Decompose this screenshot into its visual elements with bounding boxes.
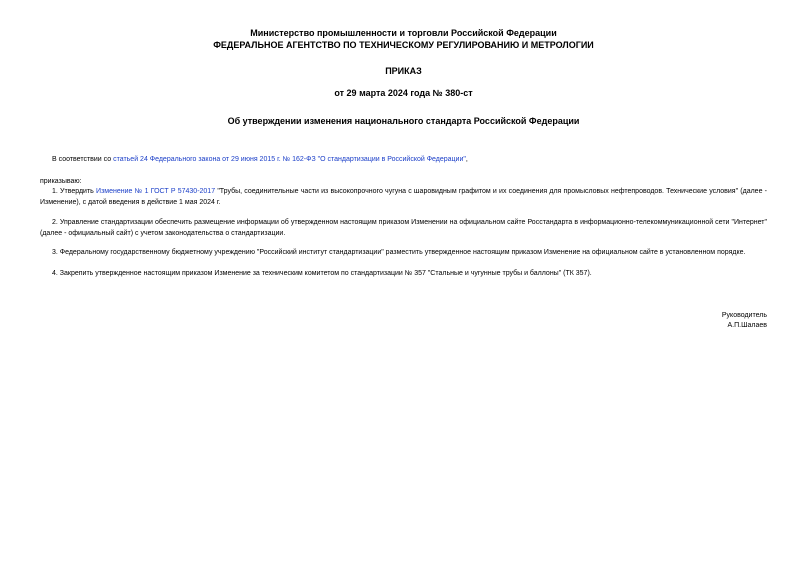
gost-change-link[interactable]: Изменение № 1 ГОСТ Р 57430-2017	[96, 188, 216, 195]
preamble-paragraph	[40, 155, 767, 166]
item-2-paragraph: 2. Управление стандартизации обеспечить размещение информации об утвержденном настоящим приказом Изменении на официальном сайте Росстандарта в информационно-телекоммуникационной сети "Интернет" (далее - официальный сайт) с учетом законодательства о стандартизации.	[40, 219, 767, 237]
item-1-text-after: "Трубы, соединительные части из высокопрочного чугуна с шаровидным графитом и их соединения для промысловых нефтепроводов. Технические условия" (далее - Изменение), с датой введения в действие 1 мая 2024 г.	[40, 188, 768, 206]
document-subject: Об утверждении изменения национального стандарта Российской Федерации	[227, 116, 580, 126]
doc-type-title: ПРИКАЗ	[385, 66, 422, 76]
date-number: от 29 марта 2024 года № 380-ст	[334, 88, 473, 98]
signature-position: Руководитель	[721, 312, 767, 319]
order-word: приказываю:	[40, 178, 82, 185]
item-1-paragraph	[40, 187, 767, 208]
ministry-title: Министерство промышленности и торговли Российской Федерации	[250, 28, 557, 38]
agency-title: ФЕДЕРАЛЬНОЕ АГЕНТСТВО ПО ТЕХНИЧЕСКОМУ РЕГУЛИРОВАНИЮ И МЕТРОЛОГИИ	[213, 40, 594, 50]
item-4-paragraph: 4. Закрепить утвержденное настоящим приказом Изменение за техническим комитетом по стандартизации № 357 "Стальные и чугунные трубы и баллоны" (ТК 357).	[52, 270, 592, 277]
item-1-text-before: 1. Утвердить	[52, 188, 97, 195]
preamble-text-before: В соответствии со	[52, 156, 114, 163]
federal-law-link[interactable]: статьей 24 Федерального закона от 29 июня 2015 г. № 162-ФЗ "О стандартизации в Российской Федерации"	[113, 156, 466, 163]
signature-name: А.П.Шалаев	[727, 322, 767, 329]
preamble-text-after: ,	[465, 156, 468, 163]
item-3-paragraph: 3. Федеральному государственному бюджетному учреждению "Российский институт стандартизации" разместить утвержденное настоящим приказом Изменение на официальном сайте в установленном порядке.	[52, 249, 746, 256]
